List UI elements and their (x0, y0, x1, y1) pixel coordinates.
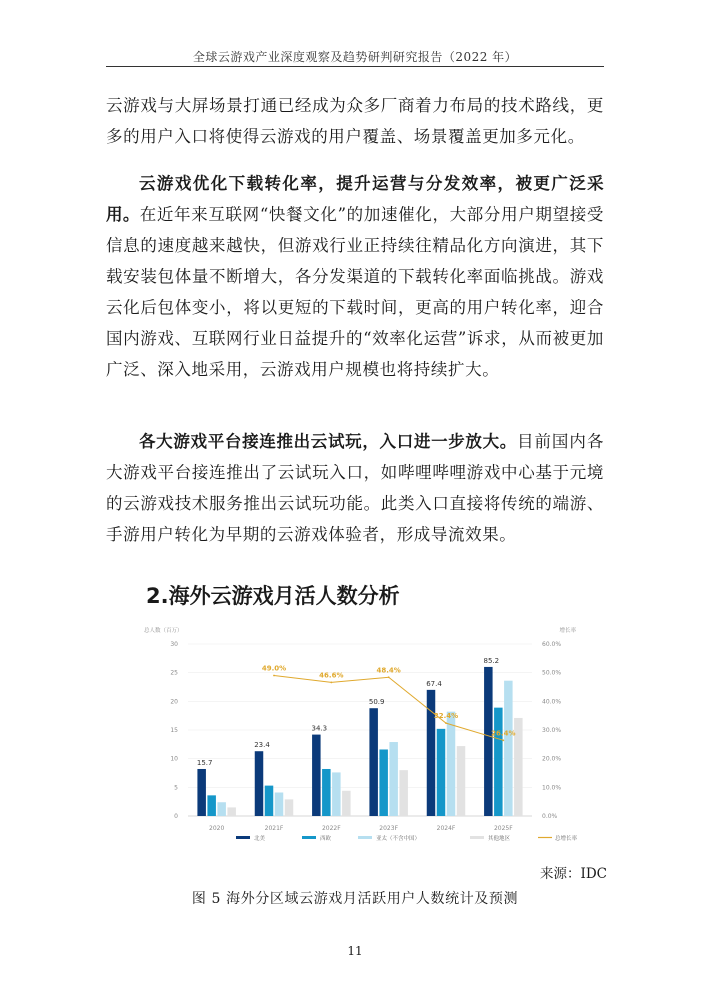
paragraph-2 (106, 168, 604, 385)
y-tick-label: 25 (170, 669, 178, 677)
bar-2 (389, 742, 398, 816)
y-tick-label: 10 (170, 755, 178, 763)
legend-swatch-0 (236, 836, 250, 839)
left-axis-title: 总人数（百万） (144, 628, 183, 634)
y-tick-label: 5 (174, 784, 178, 792)
legend-swatch-1 (302, 836, 316, 839)
y2-tick-label: 20.0% (542, 755, 562, 763)
bar-0 (312, 735, 321, 816)
bar-3 (399, 770, 408, 816)
legend-label-2: 亚太（不含中国） (376, 836, 421, 842)
bar-3 (227, 807, 236, 816)
growth-label: 46.6% (319, 671, 344, 680)
y-tick-label: 15 (170, 727, 178, 734)
bar-0 (369, 708, 378, 816)
growth-label: 49.0% (261, 664, 287, 673)
total-label: 50.9 (368, 698, 385, 707)
y2-tick-label: 30.0% (542, 727, 562, 734)
bar-2 (332, 772, 341, 816)
paragraph-3 (106, 426, 604, 550)
paragraph-1: 云游戏与大屏场景打通已经成为众多厂商着力布局的技术路线，更多的用户入口将使得云游戏的用户覆盖、场景覆盖更加多元化。 (106, 96, 604, 146)
x-tick-label: 2020 (209, 825, 225, 832)
chart (140, 624, 580, 850)
y2-tick-label: 60.0% (542, 641, 562, 648)
x-tick-label: 2024F (436, 825, 456, 832)
source-note: 来源：IDC (540, 866, 607, 882)
bar-3 (457, 746, 466, 816)
y2-tick-label: 10.0% (542, 784, 562, 792)
growth-line (274, 676, 503, 741)
bar-2 (275, 792, 284, 816)
x-tick-label: 2021F (264, 825, 284, 832)
y2-tick-label: 40.0% (542, 698, 562, 706)
y2-tick-label: 0.0% (542, 813, 558, 820)
paragraph-2-lead: 云游戏优化下载转化率，提升运营与分发效率，被更广泛采用。 (106, 174, 604, 224)
bar-0 (255, 751, 264, 816)
y-tick-label: 20 (170, 698, 178, 706)
bar-2 (217, 802, 226, 816)
growth-label: 48.4% (376, 666, 401, 675)
x-tick-label: 2025F (493, 825, 513, 832)
paragraph-3-lead: 各大游戏平台接连推出云试玩，入口进一步放大。 (139, 432, 517, 451)
paragraph-2-body: 在近年来互联网“快餐文化”的加速催化，大部分用户期望接受信息的速度越来越快，但游戏行业正持续往精品化方向演进，其下载安装包体量不断增大，各分发渠道的下载转化率面临挑战。游戏云化后包体变小，将以更短的下载时间，更高的用户转化率，迎合国内游戏、互联网行业日益提升的“效率化运营”诉求，从而被更加广泛、深入地采用，云游戏用户规模也将持续扩大。 (106, 205, 604, 379)
right-axis-title: 增长率 (559, 628, 576, 634)
growth-point (502, 739, 504, 741)
legend-label-1: 西欧 (320, 836, 332, 842)
bar-2 (447, 712, 456, 816)
bar-1 (265, 786, 274, 816)
total-label: 23.4 (254, 741, 270, 750)
bar-0 (484, 667, 493, 816)
chart-svg (140, 624, 580, 850)
growth-point (445, 722, 447, 724)
bar-3 (285, 799, 294, 816)
bar-1 (322, 769, 331, 816)
growth-label: 32.4% (433, 712, 459, 721)
growth-point (330, 682, 332, 684)
growth-point (388, 676, 390, 678)
legend-swatch-2 (358, 836, 372, 839)
bar-2 (504, 681, 513, 816)
running-header: 全球云游戏产业深度观察及趋势研判研究报告（2022 年） (192, 50, 518, 64)
y-tick-label: 30 (170, 641, 178, 648)
legend-label-3: 其他地区 (488, 836, 511, 842)
page-number: 11 (347, 944, 363, 958)
total-label: 67.4 (426, 679, 442, 688)
y2-tick-label: 50.0% (542, 669, 562, 677)
figure-caption: 图 5 海外分区域云游戏月活跃用户人数统计及预测 (191, 891, 519, 907)
bar-1 (207, 795, 216, 816)
y-tick-label: 0 (174, 813, 178, 820)
bar-0 (197, 769, 206, 816)
bar-3 (342, 791, 351, 816)
growth-label: 26.4% (491, 729, 516, 738)
section-title: 2.海外云游戏月活人数分析 (146, 584, 400, 608)
bar-1 (494, 708, 503, 816)
total-label: 85.2 (483, 656, 500, 665)
total-label: 34.3 (311, 724, 328, 733)
legend-label-0: 北美 (254, 836, 266, 842)
total-label: 15.7 (196, 758, 213, 767)
legend-swatch-3 (470, 836, 484, 839)
paragraph-3-body: 目前国内各大游戏平台接连推出了云试玩入口，如哔哩哔哩游戏中心基于元境的云游戏技术服务推出云试玩功能。此类入口直接将传统的端游、手游用户转化为早期的云游戏体验者，形成导流效果。 (106, 432, 604, 544)
bar-1 (437, 729, 446, 816)
legend-label-growth: 总增长率 (555, 836, 578, 842)
header-rule (106, 66, 604, 67)
bar-1 (379, 749, 388, 816)
growth-point (273, 675, 275, 677)
x-tick-label: 2022F (321, 825, 341, 832)
x-tick-label: 2023F (379, 825, 399, 832)
